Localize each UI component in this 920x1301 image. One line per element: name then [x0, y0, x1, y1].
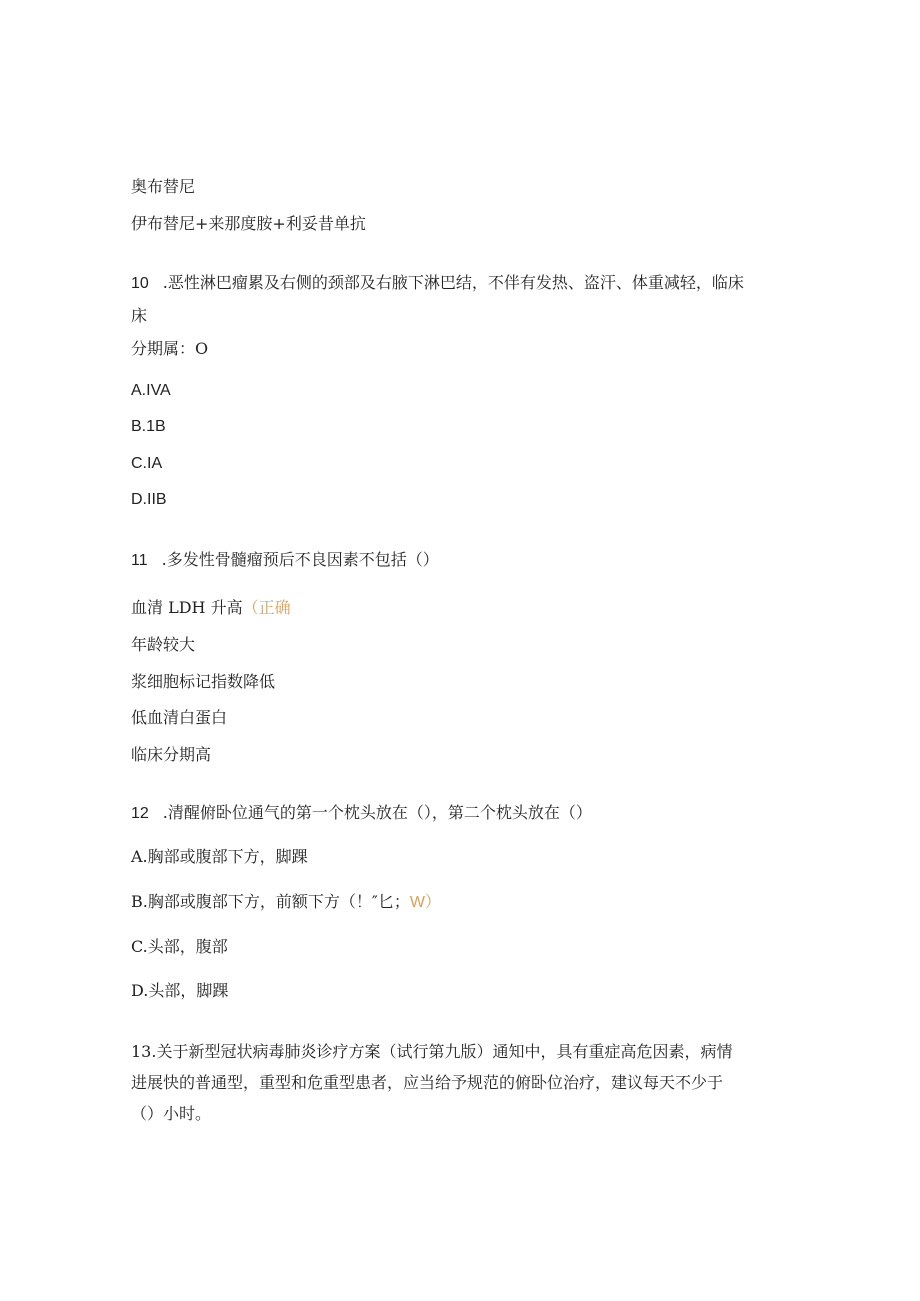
- q10-option-b: B.1B: [131, 418, 166, 435]
- q11-stem-text: .多发性骨髓瘤预后不良因素不包括（）: [161, 550, 439, 569]
- q10-option-a: A.IVA: [131, 382, 171, 399]
- q10-stem-line-3: 分期属：O: [131, 339, 209, 358]
- q10-number: 10: [131, 275, 149, 292]
- q11-option-4: 低血清白蛋白: [131, 708, 228, 727]
- q12-option-a: A.胸部或腹部下方，脚踝: [131, 847, 308, 866]
- q12-stem-text: .清醒俯卧位通气的第一个枕头放在（），第二个枕头放在（）: [162, 803, 592, 822]
- q10-stem-line-2: 床: [131, 306, 148, 325]
- q10-option-c: C.IA: [131, 455, 163, 472]
- q12-option-d: D.头部，脚踝: [131, 981, 229, 1000]
- q12-option-b: [131, 892, 441, 913]
- q12-option-b-text: B.胸部或腹部下方，前额下方（！″匕；: [131, 892, 410, 911]
- q13-stem-line-1: 13.关于新型冠状病毒肺炎诊疗方案（试行第九版）通知中，具有重症高危因素，病情: [131, 1042, 733, 1061]
- q11-option-5: 临床分期高: [131, 745, 212, 764]
- q11-option-2: 年龄较大: [131, 635, 196, 654]
- q11-number: 11: [131, 552, 148, 569]
- q11-stem: [131, 550, 439, 571]
- answer-mark: （正确: [242, 600, 291, 617]
- q10-option-d: D.IIB: [131, 491, 167, 508]
- q12-number: 12: [131, 805, 149, 822]
- q11-option-3: 浆细胞标记指数降低: [131, 672, 276, 691]
- answer-mark: W）: [409, 894, 441, 911]
- q10-stem-text: .恶性淋巴瘤累及右侧的颈部及右腋下淋巴结，不伴有发热、盗汗、体重减轻，临床: [162, 273, 744, 292]
- q13-stem-line-3: （）小时。: [131, 1104, 212, 1123]
- q12-option-c: C.头部，腹部: [131, 937, 228, 956]
- q11-option-1-text: 血清 LDH 升高: [131, 598, 243, 617]
- q11-option-1: [131, 598, 291, 619]
- q9-option-2: 伊布替尼+来那度胺+利妥昔单抗: [131, 214, 366, 233]
- q10-stem-line-1: [131, 273, 744, 294]
- q9-option-1: 奥布替尼: [131, 177, 196, 196]
- q13-stem-line-2: 进展快的普通型，重型和危重型患者，应当给予规范的俯卧位治疗，建议每天不少于: [131, 1073, 724, 1092]
- q12-stem: [131, 803, 592, 824]
